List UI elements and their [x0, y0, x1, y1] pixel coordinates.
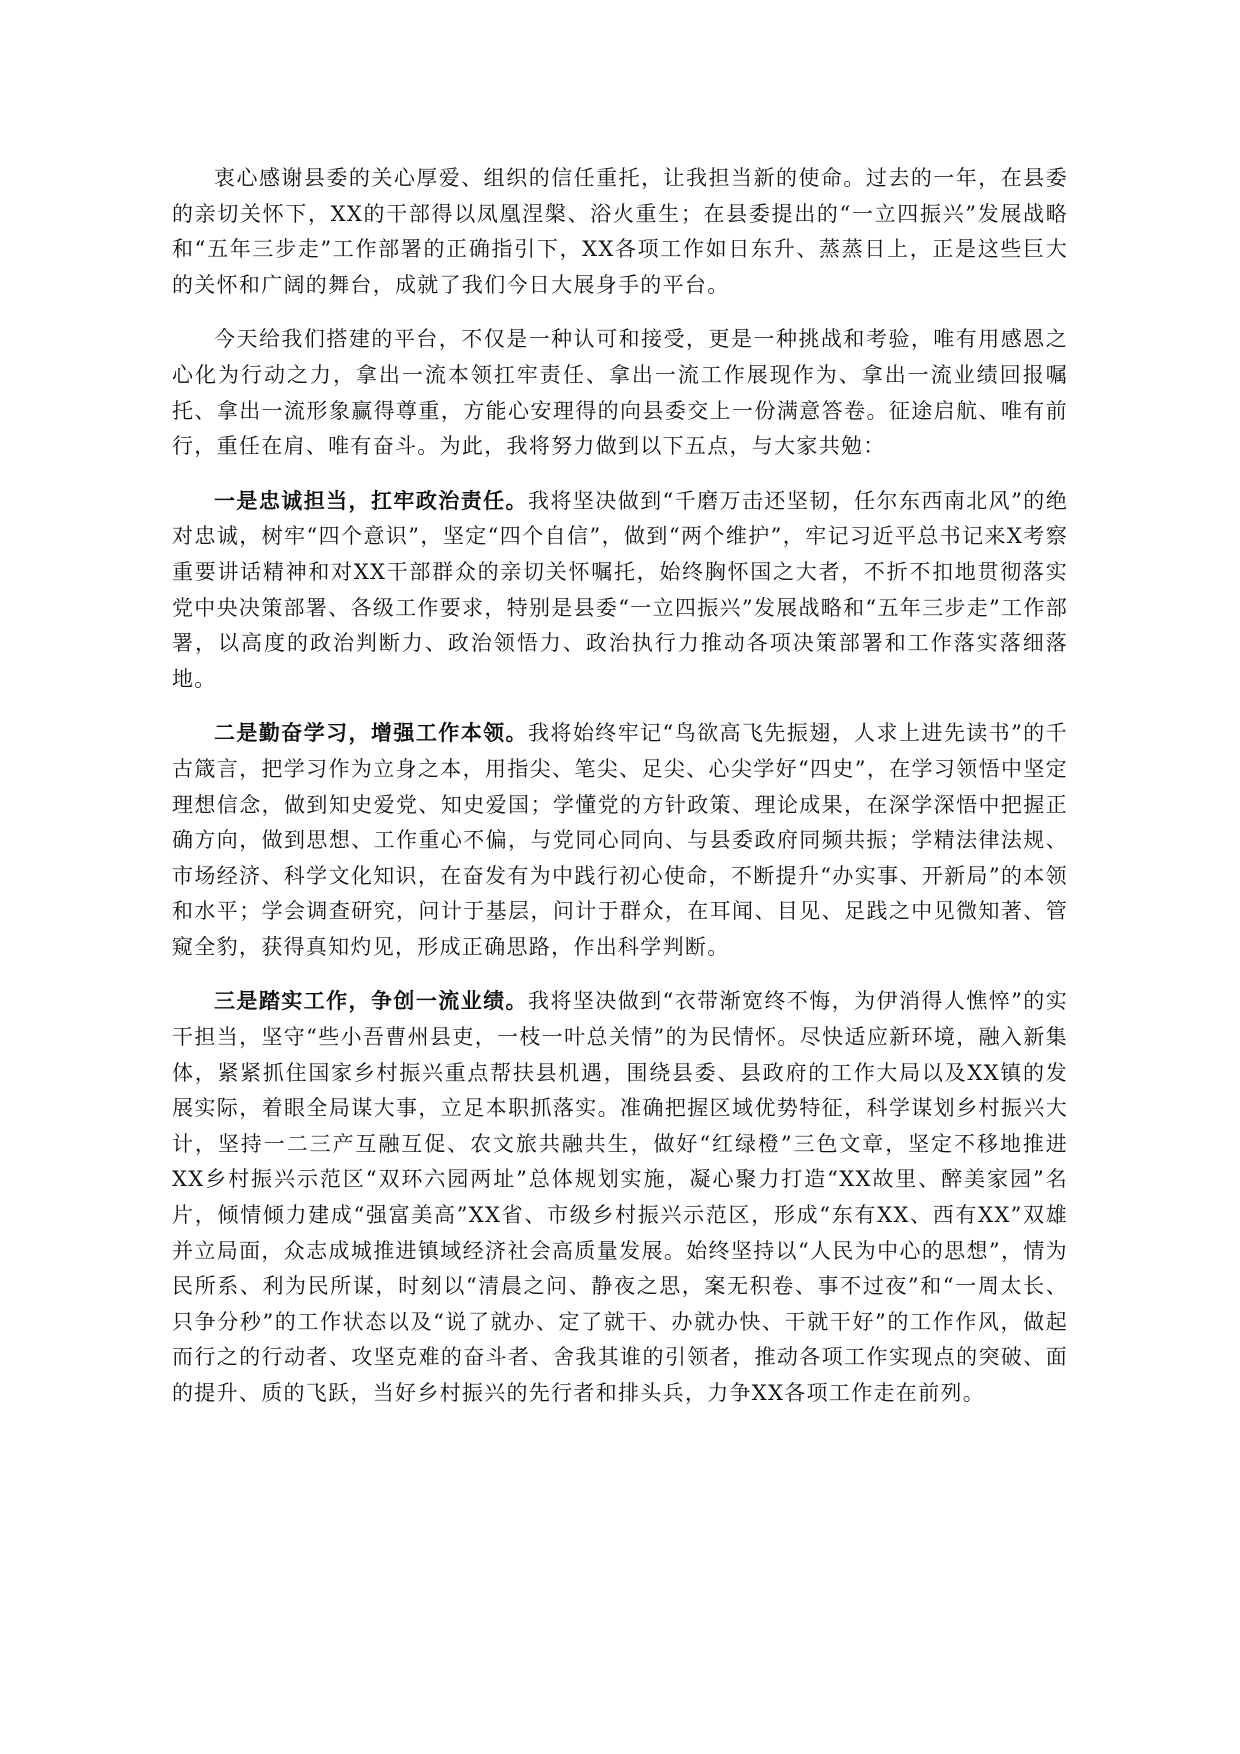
paragraph-text: 我将坚决做到“衣带渐宽终不悔，为伊消得人憔悴”的实干担当，坚守“些小吾曹州县吏，一枝一叶总关情”的为民情怀。尽快适应新环境，融入新集体，紧紧抓住国家乡村振兴重点帮扶县机遇，围绕县委、县政府的工作大局以及XX镇的发展实际，着眼全局谋大事，立足本职抓落实。准确把握区域优势特征，科学谋划乡村振兴大计，坚持一二三产互融互促、农文旅共融共生，做好“红绿橙”三色文章，坚定不移地推进XX乡村振兴示范区“双环六园两址”总体规划实施，凝心聚力打造“XX故里、醉美家园”名片，倾情倾力建成“强富美高”XX省、市级乡村振兴示范区，形成“东有XX、西有XX”双雄并立局面，众志成城推进镇域经济社会高质量发展。始终坚持以“人民为中心的思想”，情为民所系、利为民所谋，时刻以“清晨之问、静夜之思，案无积卷、事不过夜”和“一周太长、只争分秒”的工作状态以及“说了就办、定了就干、办就办快、干就干好”的工作作风，做起而行之的行动者、攻坚克难的奋斗者、舍我其谁的引领者，推动各项工作实现点的突破、面的提升、质的飞跃，当好乡村振兴的先行者和排头兵，力争XX各项工作走在前列。 [172, 989, 1068, 1405]
paragraph-text: 我将始终牢记“鸟欲高飞先振翅，人求上进先读书”的千古箴言，把学习作为立身之本，用指尖、笔尖、足尖、心尖学好“四史”，在学习领悟中坚定理想信念，做到知史爱党、知史爱国；学懂党的方针政策、理论成果，在深学深悟中把握正确方向，做到思想、工作重心不偏，与党同心同向、与县委政府同频共振；学精法律法规、市场经济、科学文化知识，在奋发有为中践行初心使命，不断提升“办实事、开新局”的本领和水平；学会调查研究，问计于基层，问计于群众，在耳闻、目见、足践之中见微知著、管窥全豹，获得真知灼见，形成正确思路，作出科学判断。 [172, 721, 1068, 959]
paragraph-lead: 二是勤奋学习，增强工作本领。 [214, 720, 528, 746]
paragraph-point-one [172, 483, 1068, 698]
paragraph-intro-thanks [172, 160, 1068, 303]
document-body [172, 160, 1068, 1430]
paragraph-platform [172, 321, 1068, 464]
paragraph-text: 今天给我们搭建的平台，不仅是一种认可和接受，更是一种挑战和考验，唯有用感恩之心化为行动之力，拿出一流本领扛牢责任、拿出一流工作展现作为、拿出一流业绩回报嘱托、拿出一流形象赢得尊重，方能心安理得的向县委交上一份满意答卷。征途启航、唯有前行，重任在肩、唯有奋斗。为此，我将努力做到以下五点，与大家共勉： [172, 327, 1068, 459]
paragraph-point-three [172, 983, 1068, 1411]
paragraph-lead: 一是忠诚担当，扛牢政治责任。 [214, 487, 528, 513]
paragraph-text: 衷心感谢县委的关心厚爱、组织的信任重托，让我担当新的使命。过去的一年，在县委的亲切关怀下，XX的干部得以凤凰涅槃、浴火重生；在县委提出的“一立四振兴”发展战略和“五年三步走”工作部署的正确指引下，XX各项工作如日东升、蒸蒸日上，正是这些巨大的关怀和广阔的舞台，成就了我们今日大展身手的平台。 [172, 166, 1068, 297]
paragraph-text: 我将坚决做到“千磨万击还坚韧，任尔东西南北风”的绝对忠诚，树牢“四个意识”，坚定“四个自信”，做到“两个维护”，牢记习近平总书记来X考察重要讲话精神和对XX干部群众的亲切关怀嘱托，始终胸怀国之大者，不折不扣地贯彻落实党中央决策部署、各级工作要求，特别是县委“一立四振兴”发展战略和“五年三步走”工作部署，以高度的政治判断力、政治领悟力、政治执行力推动各项决策部署和工作落实落细落地。 [172, 488, 1068, 691]
paragraph-point-two [172, 715, 1068, 965]
paragraph-lead: 三是踏实工作，争创一流业绩。 [214, 988, 528, 1014]
